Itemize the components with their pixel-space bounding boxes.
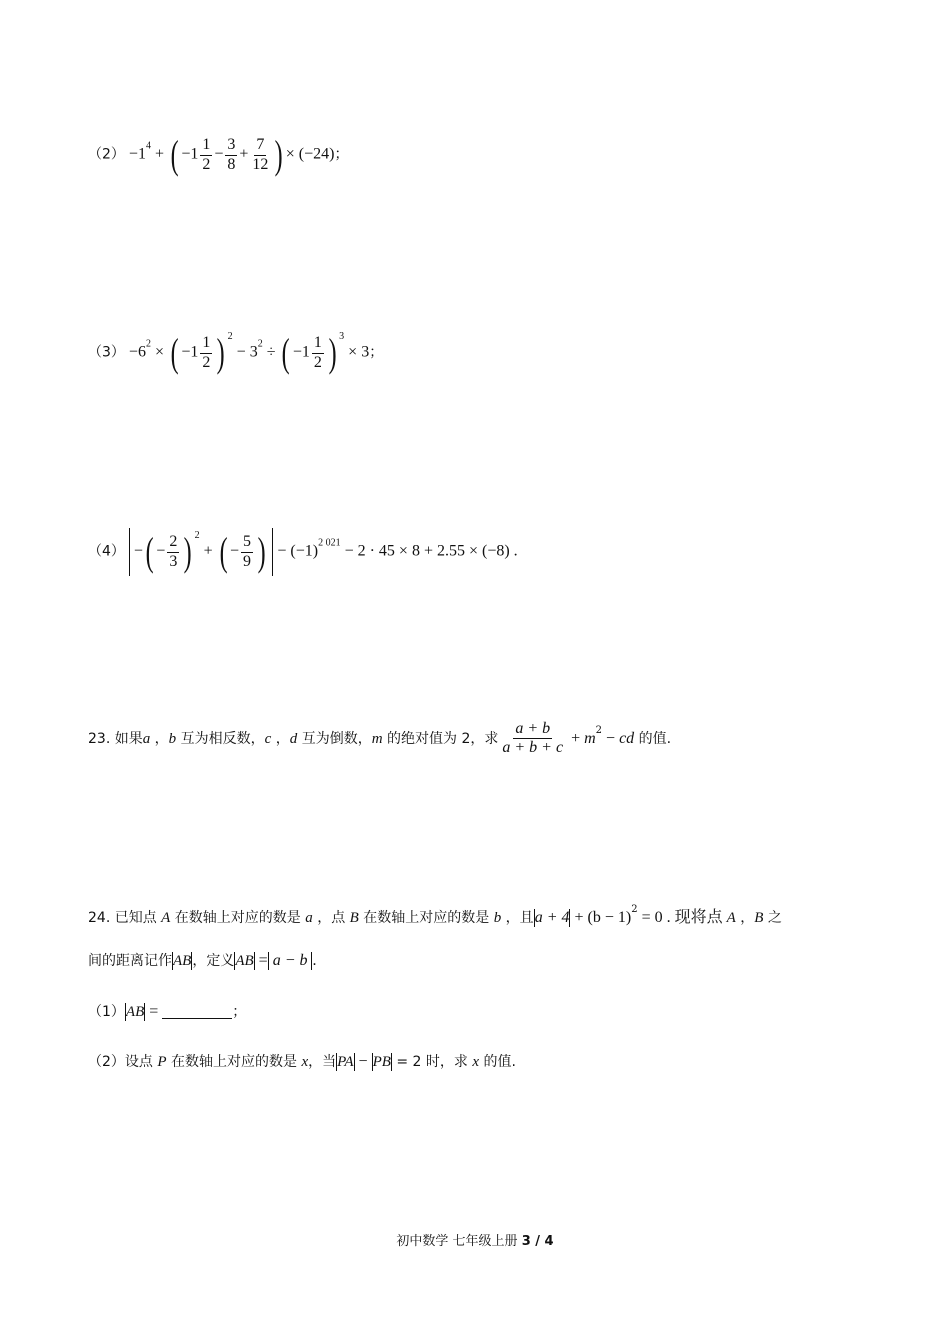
p3-mixed: −1 [181,343,199,361]
p4-plus: + [199,542,217,560]
p2-tail: × (−24) [285,145,335,163]
q24-abs-inner: a + 4 [534,909,570,926]
p3-start: −6 [128,343,146,361]
question-24-line2 [88,952,316,970]
p4-frac1 [167,533,179,571]
p4-abs-left [129,528,130,576]
q24-s1-label: （1） [88,1004,125,1020]
q24-l1f: + (b − 1) [570,909,632,926]
p3-frac2 [312,334,324,372]
p3-frac1 [200,334,212,372]
q24-x: x [301,1054,309,1070]
p2-frac3-den: 12 [252,155,269,173]
q23-plus: + [567,729,585,747]
q23-num: 23. [88,730,111,747]
p2-start: −1 [128,145,146,163]
footer-sep: / [530,1234,545,1249]
q24-l1i: 之 [763,910,782,926]
q24-s1-AB: AB [125,1004,145,1020]
q23-minus: − [602,729,620,747]
q23-t5: 的值. [634,730,672,747]
q24-s2b: 在数轴上对应的数是 [166,1054,302,1070]
q24-AB: AB [173,953,192,969]
p3-lparen2: ( [282,330,291,375]
p2-end: ； [334,146,349,163]
q24-l1b: 在数轴上对应的数是 [170,910,306,926]
q24-x2: x [472,1054,480,1070]
q23-m2: m [584,729,596,747]
p2-rparen: ) [275,132,284,177]
p4-rest2: − 2 · 45 × 8 + 2.55 × (−8) . [340,542,518,560]
p4-rparen: ) [183,529,192,574]
footer-page: 3 [521,1234,531,1249]
q24-s1-end: ； [232,1004,247,1020]
question-24-sub2 [88,1053,516,1071]
p2-plus2: + [239,145,249,163]
p3-mid-exp: 2 [257,338,263,350]
q24-l2a: 间的距离记作 [88,953,172,969]
p3-frac2-num: 1 [312,334,324,353]
p4-frac2-num: 5 [241,533,253,552]
p4-rest: − (−1) [273,542,319,560]
q24-l1exp: 2 [631,904,638,915]
q24-s2-label: （2） [88,1054,125,1070]
p4-frac2-den: 9 [243,552,252,570]
problem-3 [88,330,384,375]
p4-rparen2: ) [257,529,266,574]
q23-frac [500,720,565,758]
p4-neg-inner: − [156,542,166,560]
p3-sq: 2 [227,330,233,342]
problem-2-label: （2） [88,146,125,163]
page-footer [0,1230,950,1249]
problem-4 [88,528,518,576]
q24-B: B [349,910,359,926]
p4-frac1-num: 2 [167,533,179,552]
q24-l2d: . [312,952,317,969]
q24-A: A [161,910,171,926]
q24-l1h: ， [735,910,755,926]
problem-4-label: （4） [88,543,125,560]
q24-s2d: − [354,1053,372,1070]
p3-frac1-den: 2 [202,353,211,371]
q24-s2f: 的值. [479,1054,516,1070]
p4-frac1-den: 3 [169,552,178,570]
p3-frac2-den: 2 [313,353,322,371]
q24-s2e: = 2 时，求 [391,1054,473,1070]
p2-minus: − [214,145,224,163]
q23-t1: 如果 [110,730,143,747]
q23-c1: ， [150,730,169,747]
p2-frac1-den: 2 [202,155,211,173]
p3-exp: 2 [145,338,151,350]
p4-neg: − [133,542,143,560]
p2-lparen: ( [170,132,179,177]
p2-inner: −1 [181,145,199,163]
p3-lparen: ( [170,330,179,375]
p2-frac2-den: 8 [227,155,236,173]
q24-A2: A [726,910,736,926]
q23-m: m [371,730,383,747]
p2-frac1 [200,136,212,174]
q23-frac-num: a + b [513,720,552,739]
p4-lparen2: ( [219,529,228,574]
p4-sq: 2 [194,529,200,541]
q23-cd: cd [619,729,635,747]
p3-frac1-num: 1 [200,334,212,353]
p2-frac1-num: 1 [200,136,212,155]
question-23 [88,720,671,758]
p3-tail: × 3 [344,343,370,361]
p3-div: ÷ [262,343,280,361]
footer-total: 4 [544,1234,554,1249]
footer-course: 初中数学 七年级上册 [396,1234,518,1249]
q24-l1a: 已知点 [110,910,162,926]
p3-mixed2: −1 [292,343,310,361]
q24-AB2: AB [235,953,254,969]
question-24-line1 [88,905,782,927]
p2-exp: 4 [145,140,151,152]
problem-2 [88,132,349,177]
q23-frac-den: a + b + c [502,739,564,757]
q23-b: b [168,730,177,747]
q23-t4: 的绝对值为 2，求 [382,730,499,747]
q24-B2: B [754,910,764,926]
q24-l1d: 在数轴上对应的数是 [358,910,494,926]
q23-d: d [289,730,298,747]
p2-frac2-num: 3 [225,136,237,155]
p4-frac2 [241,533,253,571]
p3-rparen: ) [217,330,226,375]
q24-s2a: 设点 [124,1054,158,1070]
question-24-sub1 [88,1003,246,1021]
q24-l2b: ，定义 [192,953,235,969]
p2-plus: + [150,145,168,163]
q24-s2c: ，当 [308,1054,337,1070]
p2-frac2 [225,136,237,174]
q24-num: 24. [88,910,111,926]
p2-frac3-num: 7 [254,136,266,155]
q23-m2exp: 2 [595,724,603,736]
q24-b: b [493,910,502,926]
answer-blank[interactable] [162,1004,232,1019]
q23-t3: 互为倒数， [297,730,372,747]
q24-PB: PB [372,1054,391,1070]
q24-l1c: ，点 [312,910,350,926]
p3-mid: − 3 [232,343,258,361]
q24-l1e: ，且 [501,910,534,926]
q23-t2: 互为相反数， [176,730,265,747]
q23-a: a [142,730,151,747]
p3-rparen2: ) [328,330,337,375]
q24-P: P [157,1054,167,1070]
p4-big-exp: 2 021 [318,537,341,549]
q24-a: a [305,910,313,926]
p4-neg2: − [230,542,240,560]
problem-3-label: （3） [88,344,125,361]
q24-l2c: = [254,952,268,969]
p2-frac3 [250,136,270,174]
p3-end: ； [369,344,384,361]
q23-c: c [264,730,272,747]
q24-PA: PA [337,1054,354,1070]
q23-c2: ， [271,730,290,747]
q24-l1g: = 0 . 现将点 [637,909,727,926]
q24-s1-eq: = [145,1003,163,1020]
p4-lparen: ( [145,529,154,574]
p3-cube: 3 [339,330,345,342]
q24-ab: a − b [268,952,312,969]
p3-times: × [150,343,168,361]
